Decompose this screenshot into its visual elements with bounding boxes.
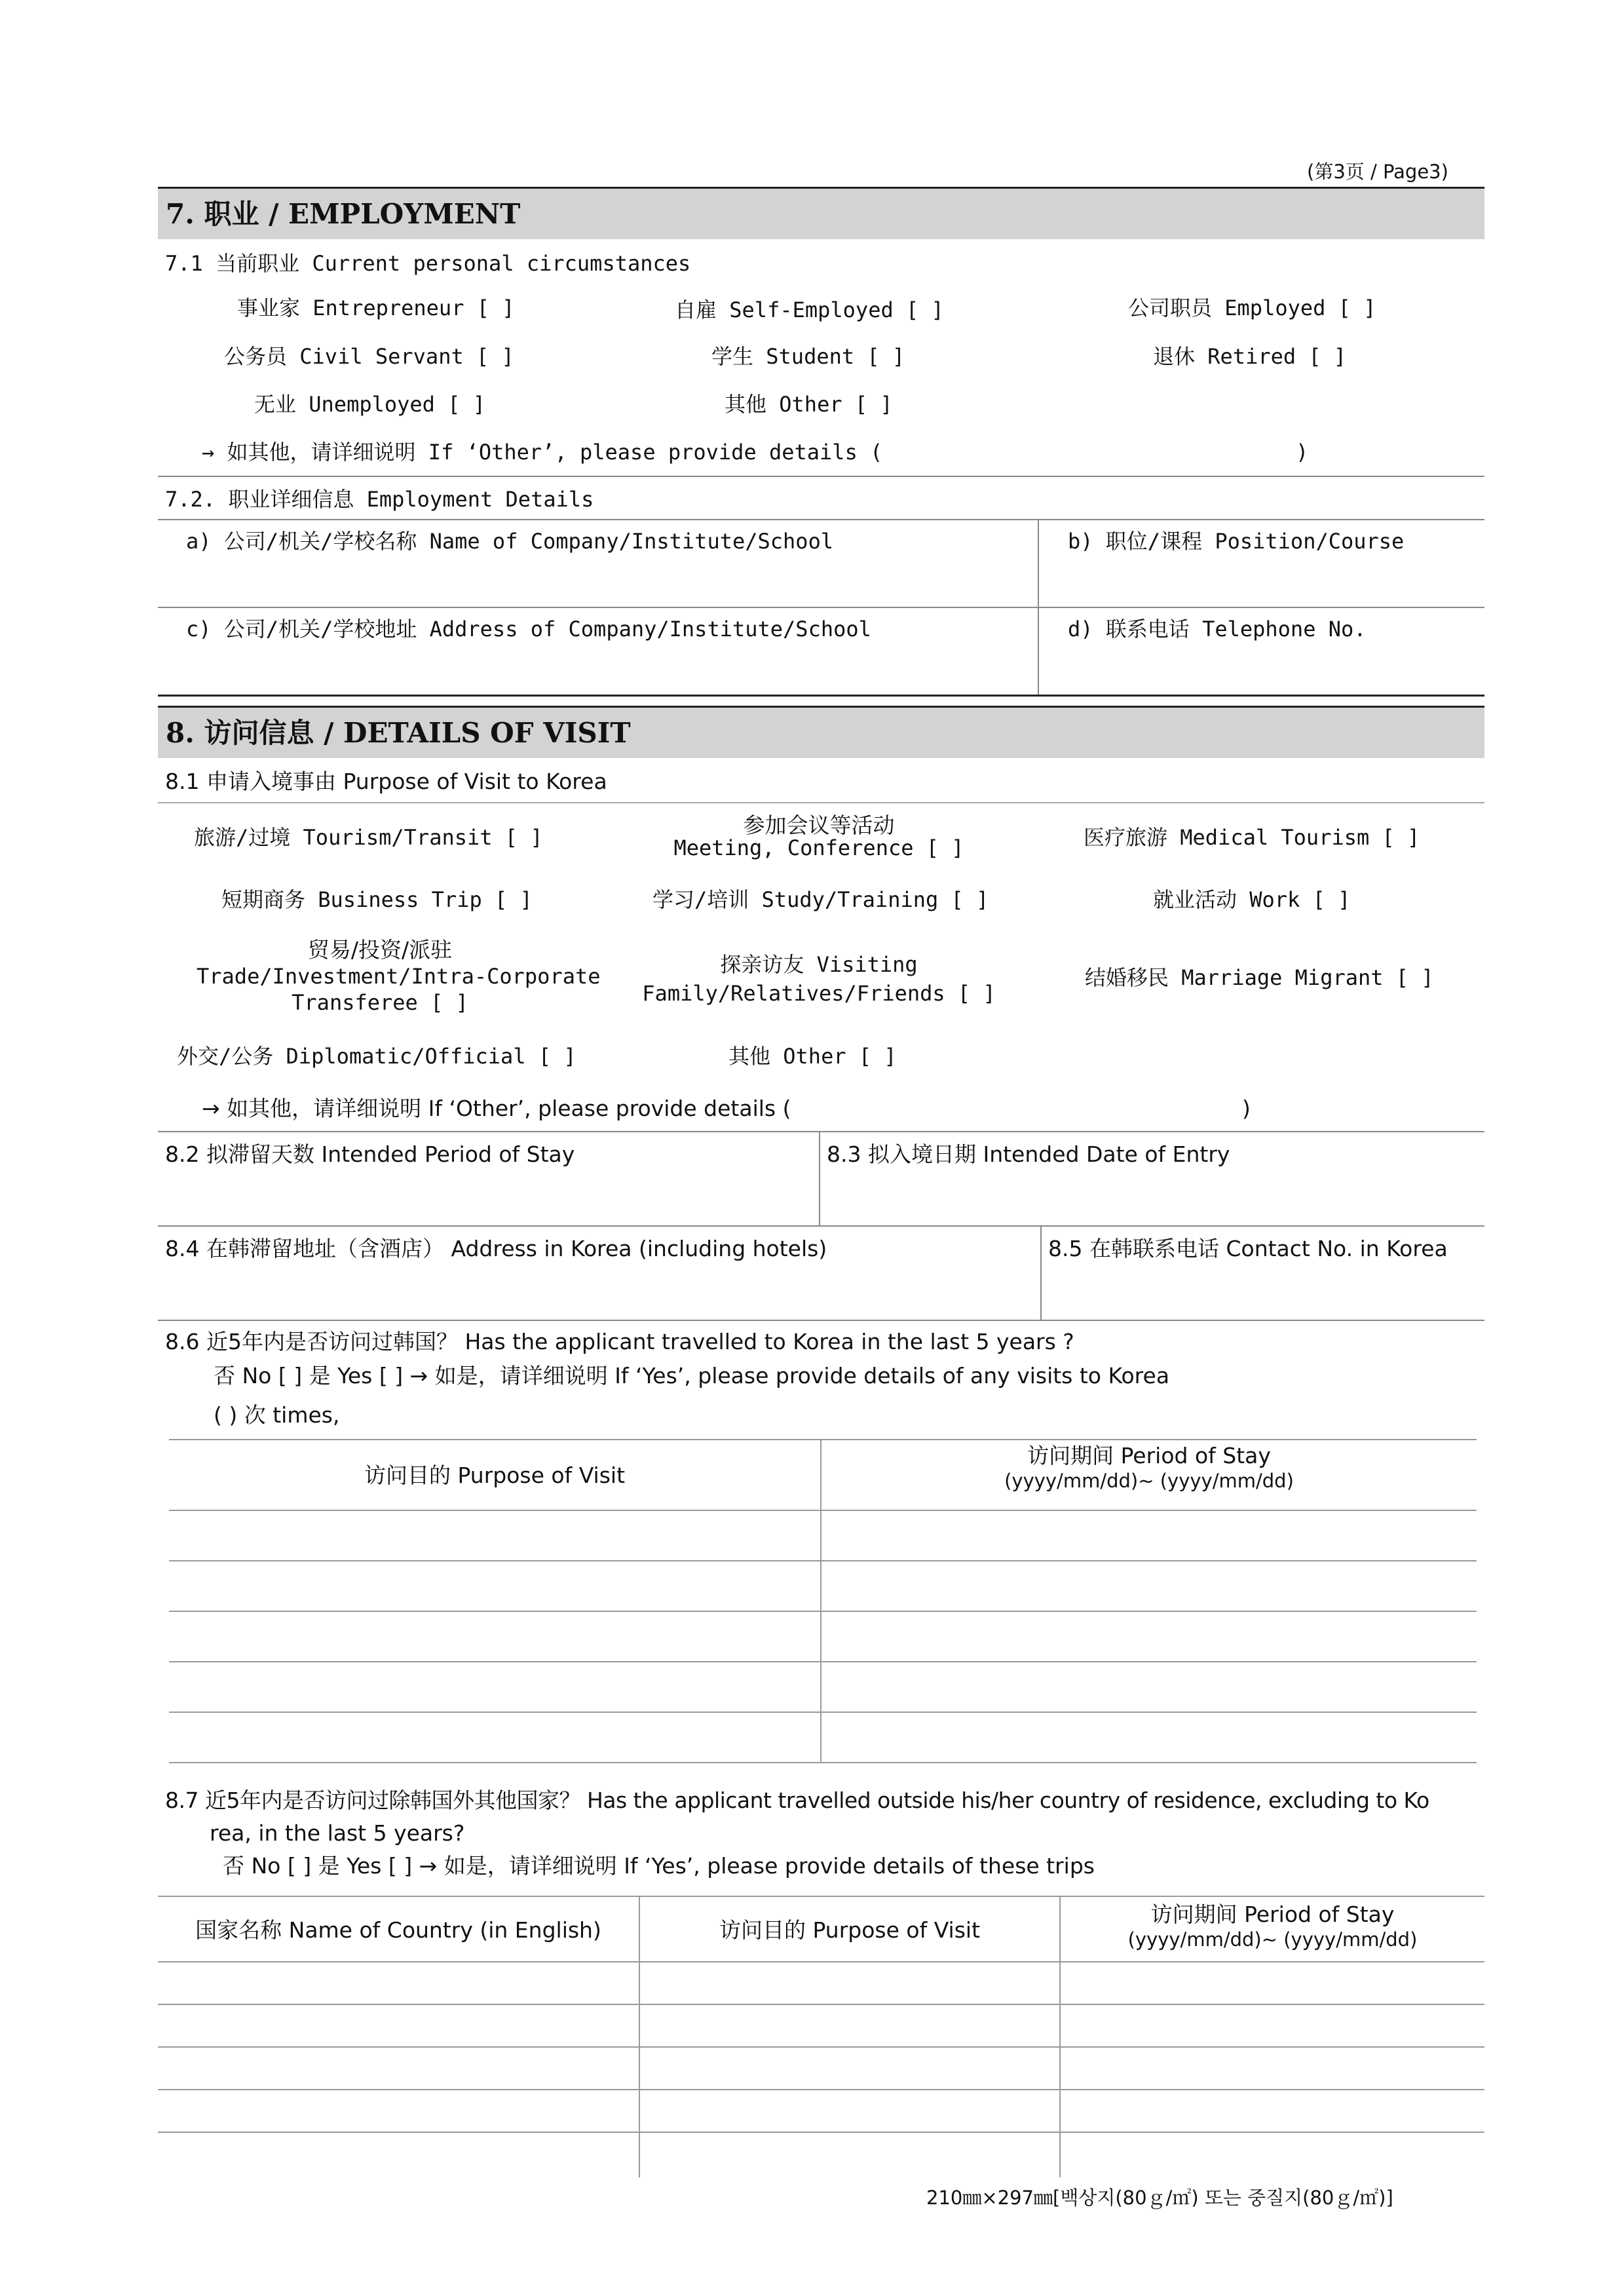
- t86-col-period-line1: 访问期间 Period of Stay: [1027, 1443, 1271, 1468]
- table-row: [169, 1611, 1477, 1612]
- company-name-label: a) 公司/机关/学校名称 Name of Company/Institute/School: [186, 529, 834, 554]
- divider: [639, 1896, 640, 2177]
- option-retired[interactable]: 退休 Retired [ ]: [1153, 344, 1347, 369]
- table-row: [158, 2046, 1484, 2048]
- divider: [820, 1439, 821, 1763]
- divider: [158, 1225, 1484, 1227]
- purpose-trade-line3: Transferee [ ]: [292, 990, 468, 1015]
- table-border: [169, 1439, 1477, 1440]
- page-label: (第3页 / Page3): [1307, 161, 1448, 183]
- option-other[interactable]: 其他 Other [ ]: [725, 392, 893, 417]
- q87-label-cont: rea, in the last 5 years?: [210, 1820, 465, 1846]
- option-employed[interactable]: 公司职员 Employed [ ]: [1128, 296, 1376, 320]
- divider: [158, 519, 1484, 520]
- option-unemployed[interactable]: 无业 Unemployed [ ]: [254, 392, 485, 417]
- option-civil-servant[interactable]: 公务员 Civil Servant [ ]: [224, 344, 514, 369]
- q85-label: 8.5 在韩联系电话 Contact No. in Korea: [1048, 1236, 1448, 1261]
- table-row: [158, 1961, 1484, 1962]
- t87-col-period-line2: (yyyy/mm/dd)~ (yyyy/mm/dd): [1127, 1928, 1418, 1951]
- divider: [1059, 1896, 1061, 2177]
- other-details-close: ): [1296, 440, 1309, 465]
- purpose-tourism[interactable]: 旅游/过境 Tourism/Transit [ ]: [194, 825, 543, 850]
- divider: [158, 607, 1484, 608]
- q86-yes-no[interactable]: 否 No [ ] 是 Yes [ ] → 如是，请详细说明 If ‘Yes’, please provide details of any visits to Korea: [214, 1363, 1170, 1388]
- t87-col-purpose: 访问目的 Purpose of Visit: [719, 1917, 981, 1943]
- table-border: [158, 1896, 1484, 1897]
- purpose-trade-line1: 贸易/投资/派驻: [307, 937, 453, 963]
- divider: [1040, 1225, 1042, 1320]
- table-row: [169, 1712, 1477, 1713]
- section-8-title: 8. 访问信息 / DETAILS OF VISIT: [166, 717, 631, 749]
- purpose-diplomatic[interactable]: 外交/公务 Diplomatic/Official [ ]: [177, 1044, 576, 1069]
- purpose-other[interactable]: 其他 Other [ ]: [728, 1044, 897, 1069]
- purpose-other-close: ): [1242, 1096, 1251, 1121]
- divider: [158, 476, 1484, 477]
- purpose-visiting-line2: Family/Relatives/Friends [ ]: [642, 981, 996, 1006]
- purpose-business[interactable]: 短期商务 Business Trip [ ]: [221, 887, 533, 912]
- section-8-header: [158, 706, 1484, 758]
- t87-col-period-line1: 访问期间 Period of Stay: [1150, 1902, 1395, 1927]
- q87-yes-no[interactable]: 否 No [ ] 是 Yes [ ] → 如是，请详细说明 If ‘Yes’, please provide details of these trips: [223, 1853, 1095, 1879]
- position-label: b) 职位/课程 Position/Course: [1068, 529, 1405, 554]
- q86-label: 8.6 近5年内是否访问过韩国？ Has the applicant travelled to Korea in the last 5 years ?: [165, 1329, 1074, 1354]
- option-self-employed[interactable]: 自雇 Self-Employed [ ]: [675, 297, 944, 322]
- q83-label: 8.3 拟入境日期 Intended Date of Entry: [827, 1141, 1230, 1167]
- q71-label: 7.1 当前职业 Current personal circumstances: [165, 251, 691, 276]
- divider: [819, 1131, 820, 1225]
- option-student[interactable]: 学生 Student [ ]: [711, 344, 905, 369]
- purpose-trade-line2: Trade/Investment/Intra-Corporate: [197, 964, 601, 989]
- section-7-header: [158, 187, 1484, 239]
- company-address-label: c) 公司/机关/学校地址 Address of Company/Institute/School: [186, 617, 871, 641]
- divider: [158, 1320, 1484, 1321]
- q81-label: 8.1 申请入境事由 Purpose of Visit to Korea: [165, 769, 607, 794]
- purpose-meeting-line2: Meeting, Conference [ ]: [673, 835, 964, 860]
- purpose-other-prompt: → 如其他，请详细说明 If ‘Other’, please provide details (: [202, 1096, 791, 1121]
- purpose-study[interactable]: 学习/培训 Study/Training [ ]: [652, 887, 989, 912]
- purpose-medical[interactable]: 医疗旅游 Medical Tourism [ ]: [1084, 825, 1420, 850]
- purpose-visiting[interactable]: [622, 951, 1015, 1006]
- q84-label: 8.4 在韩滞留地址（含酒店） Address in Korea (including hotels): [165, 1236, 827, 1261]
- purpose-visiting-line1: 探亲访友 Visiting: [720, 952, 918, 977]
- t86-col-purpose: 访问目的 Purpose of Visit: [364, 1463, 626, 1488]
- option-entrepreneur[interactable]: 事业家 Entrepreneur [ ]: [237, 296, 515, 320]
- purpose-marriage[interactable]: 结婚移民 Marriage Migrant [ ]: [1085, 965, 1434, 990]
- purpose-meeting[interactable]: [662, 813, 976, 861]
- other-details-prompt: → 如其他，请详细说明 If ‘Other’, please provide details (: [202, 440, 883, 465]
- table-row: [169, 1762, 1477, 1763]
- t86-col-period: [821, 1443, 1477, 1493]
- section-7-title: 7. 职业 / EMPLOYMENT: [166, 198, 521, 230]
- table-row: [169, 1510, 1477, 1511]
- divider: [158, 802, 1484, 803]
- q86-times: ( ) 次 times,: [214, 1402, 340, 1428]
- table-row: [158, 2004, 1484, 2005]
- purpose-meeting-line1: 参加会议等活动: [743, 813, 895, 838]
- purpose-work[interactable]: 就业活动 Work [ ]: [1153, 887, 1351, 912]
- purpose-trade[interactable]: [197, 937, 601, 1016]
- table-row: [169, 1661, 1477, 1662]
- q72-label: 7.2. 职业详细信息 Employment Details: [165, 487, 594, 512]
- q87-label: 8.7 近5年内是否访问过除韩国外其他国家？ Has the applicant travelled outside his/her country of residence, excluding to Ko: [165, 1788, 1429, 1813]
- table-row: [158, 2089, 1484, 2090]
- telephone-label: d) 联系电话 Telephone No.: [1068, 617, 1367, 641]
- q82-label: 8.2 拟滞留天数 Intended Period of Stay: [165, 1141, 575, 1167]
- t87-col-country: 国家名称 Name of Country (in English): [195, 1917, 601, 1943]
- divider: [158, 1131, 1484, 1132]
- table-row: [169, 1560, 1477, 1561]
- divider: [158, 695, 1484, 697]
- t86-col-period-line2: (yyyy/mm/dd)~ (yyyy/mm/dd): [1004, 1470, 1294, 1492]
- paper-spec-footer: 210㎜×297㎜[백상지(80ｇ/㎡) 또는 중질지(80ｇ/㎡)]: [926, 2187, 1393, 2209]
- t87-col-period: [1061, 1902, 1484, 1951]
- table-row: [158, 2132, 1484, 2133]
